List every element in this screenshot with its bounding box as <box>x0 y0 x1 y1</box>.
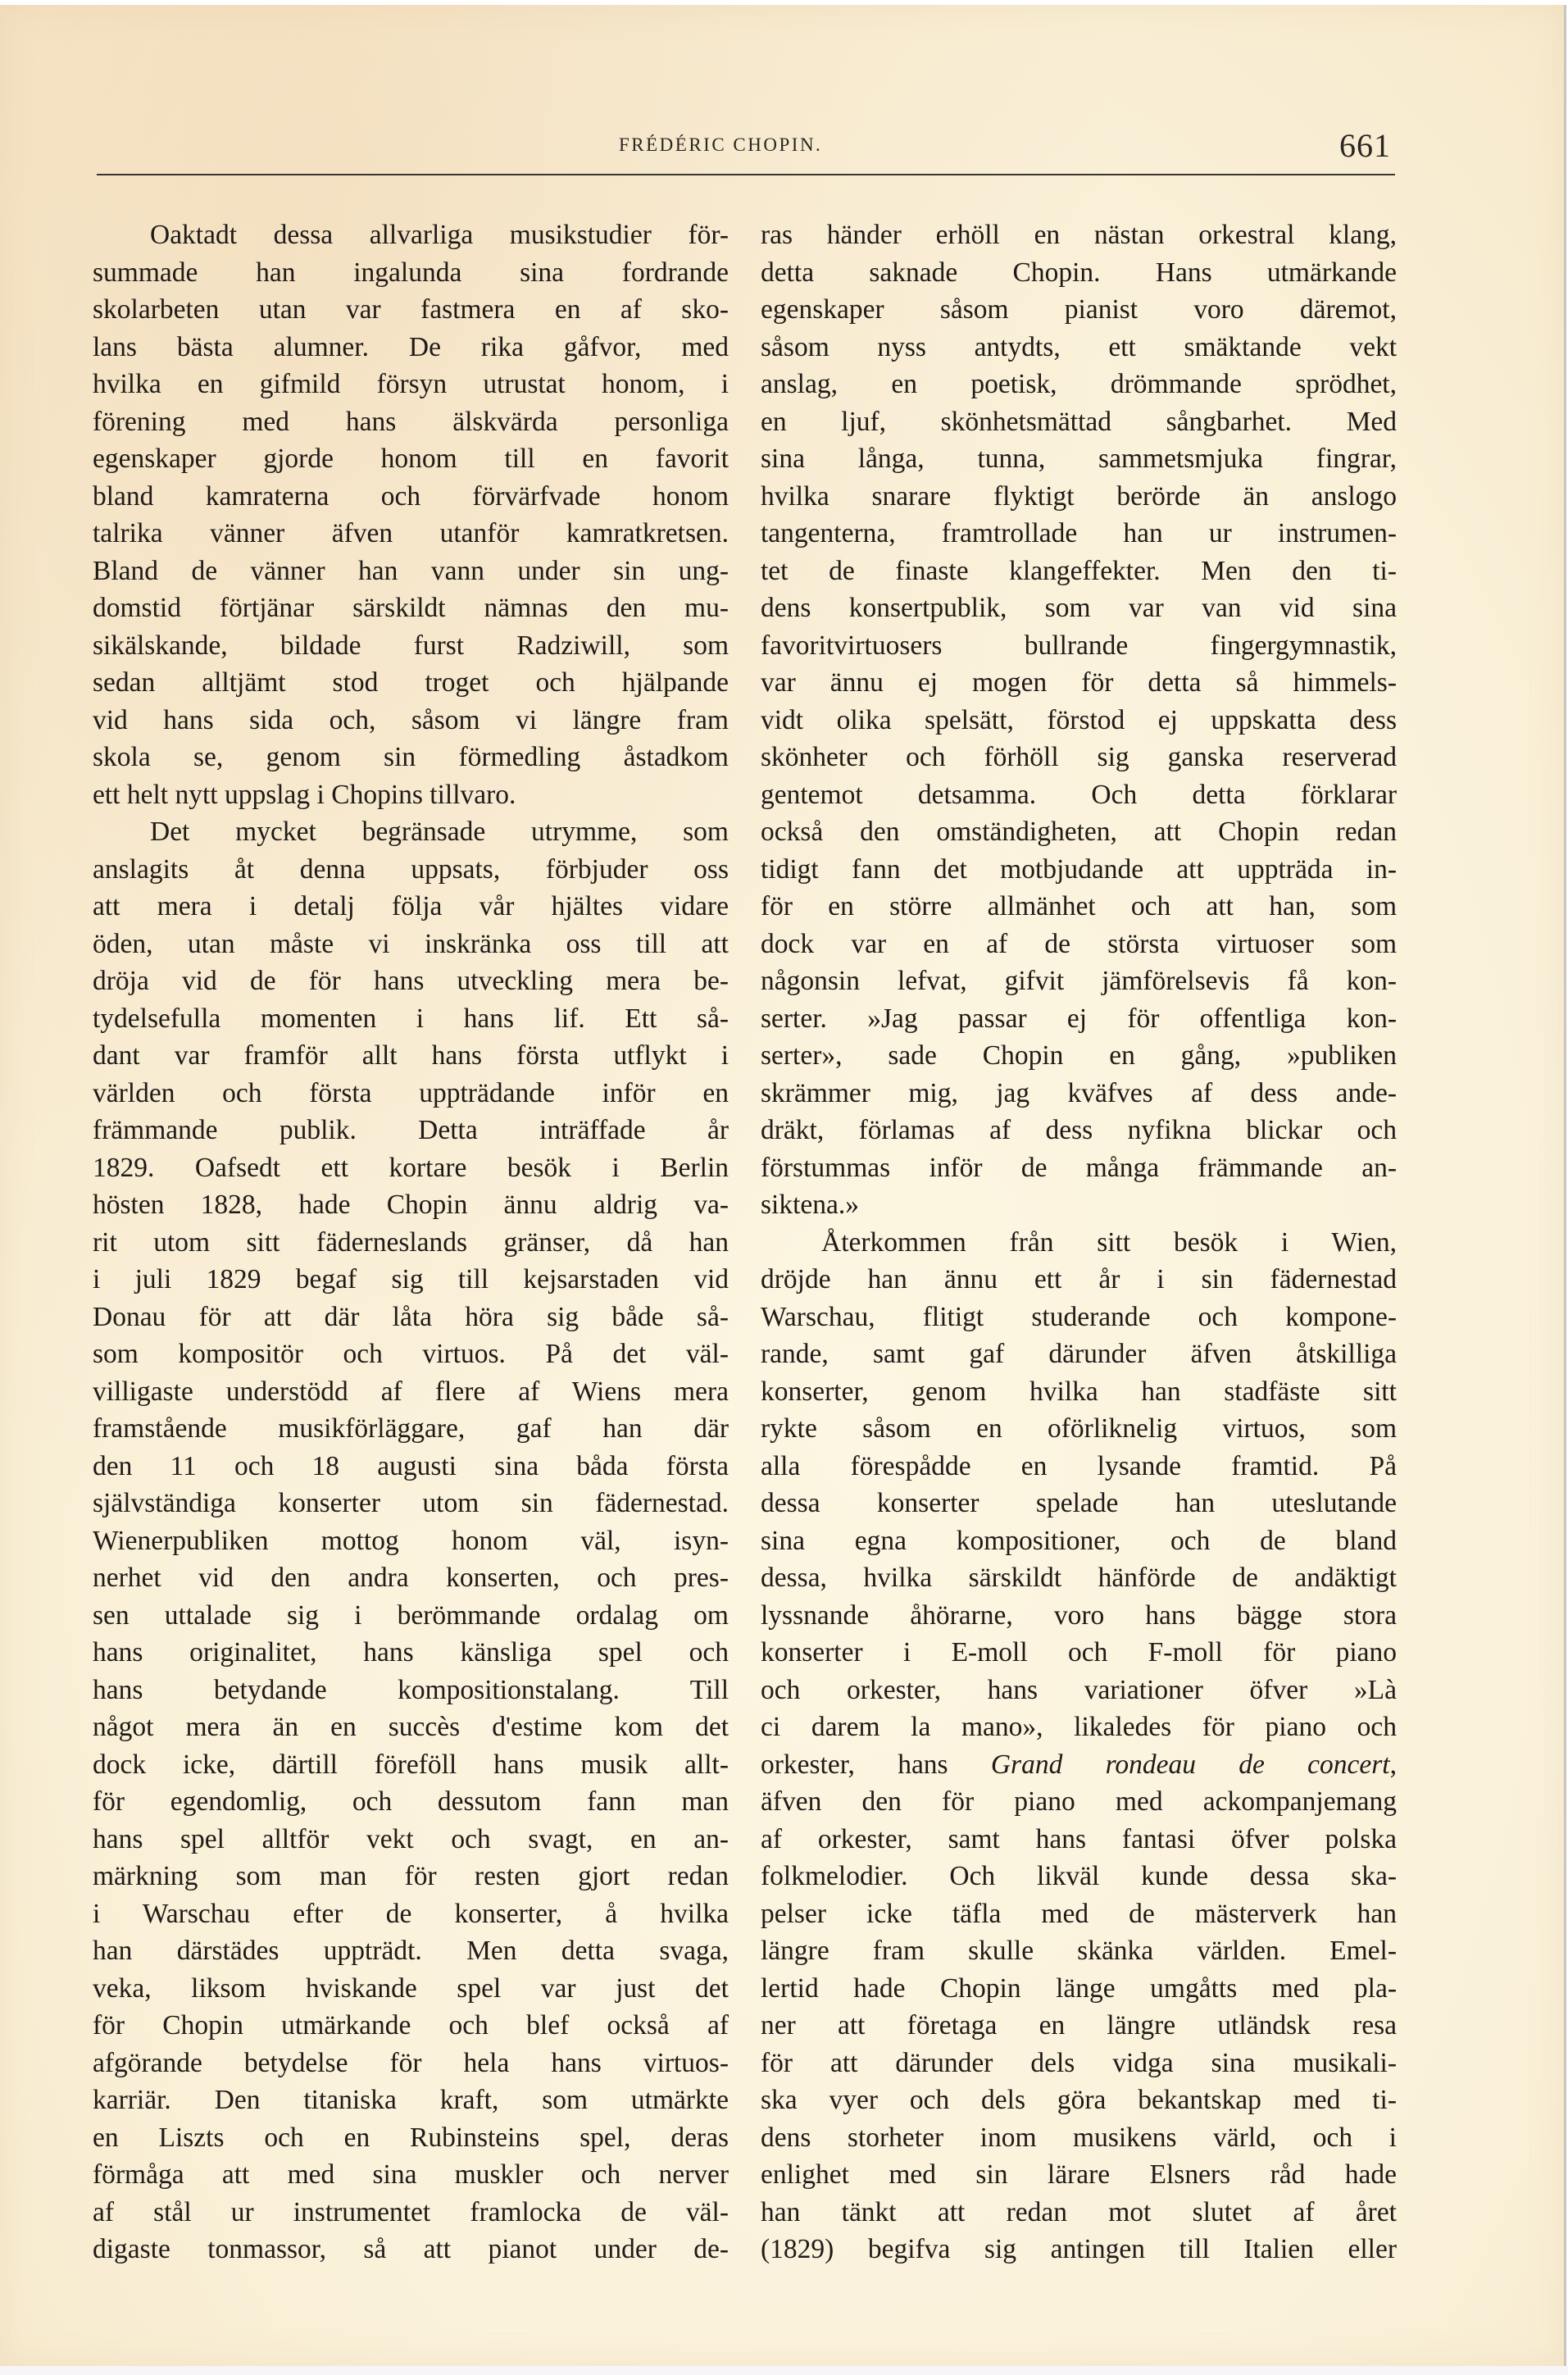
running-head <box>0 126 1564 164</box>
text-line: att mera i detalj följa vår hjältes vidare <box>93 891 729 921</box>
text-line: hösten 1828, hade Chopin ännu aldrig va- <box>93 1190 729 1220</box>
text-line: Återkommen från sitt besök i Wien, <box>821 1226 1397 1258</box>
text-line: dock icke, därtill föreföll hans musik allt- <box>93 1749 729 1780</box>
right-text-column <box>761 216 1397 2268</box>
text-line: skola se, genom sin förmedling åstadkom <box>93 742 729 772</box>
text-line: i Warschau efter de konserter, å hvilka <box>93 1898 729 1929</box>
book-page <box>0 5 1566 2366</box>
text-line: skrämmer mig, jag kväfves af dess ande- <box>761 1077 1397 1108</box>
text-line: var ännu ej mogen för detta så himmels- <box>761 667 1397 698</box>
text-line: för egendomlig, och dessutom fann man <box>93 1786 729 1817</box>
text-line: lans bästa alumner. De rika gåfvor, med <box>93 331 729 362</box>
text-line: tydelsefulla momenten i hans lif. Ett så- <box>93 1003 729 1034</box>
text-line: för att därunder dels vidga sina musikali- <box>761 2047 1397 2078</box>
text-line: hans spel alltför vekt och svagt, en an- <box>93 1823 729 1854</box>
text-line: favoritvirtuosers bullrande fingergymnastik, <box>761 630 1397 661</box>
text-line: enlighet med sin lärare Elsners råd hade <box>761 2159 1397 2190</box>
text-line: ett helt nytt uppslag i Chopins tillvaro. <box>93 779 516 810</box>
text-line: talrika vänner äfven utanför kamratkretsen. <box>93 518 729 548</box>
text-line: Donau för att där låta höra sig både så- <box>93 1301 729 1332</box>
text-line: en Liszts och en Rubinsteins spel, deras <box>93 2122 729 2153</box>
text-line: äfven den för piano med ackompanjemang <box>761 1786 1397 1817</box>
text-line: karriär. Den titaniska kraft, som utmärkte <box>93 2085 729 2115</box>
text-line: rykte såsom en oförliknelig virtuos, som <box>761 1413 1397 1444</box>
text-line: (1829) begifva sig antingen till Italien eller <box>761 2234 1397 2264</box>
text-line: orkester, hans Grand rondeau de concert, <box>761 1749 1397 1780</box>
italic-title: Grand rondeau de concert <box>990 1749 1390 1780</box>
text-line: dräkt, förlamas af dess nyfikna blickar och <box>761 1115 1397 1145</box>
text-line: folkmelodier. Och likväl kunde dessa ska- <box>761 1861 1397 1891</box>
left-text-column <box>93 216 729 2268</box>
text-line: domstid förtjänar särskildt nämnas den mu- <box>93 593 729 623</box>
text-line: någonsin lefvat, gifvit jämförelsevis få kon- <box>761 966 1397 996</box>
text-line: sina långa, tunna, sammetsmjuka fingrar, <box>761 444 1397 474</box>
text-line: konserter, genom hvilka han stadfäste sitt <box>761 1376 1397 1407</box>
text-line: dant var framför allt hans första utflykt i <box>93 1040 729 1071</box>
text-line: anslagits åt denna uppsats, förbjuder oss <box>93 853 729 885</box>
text-line: dock var en af de största virtuoser som <box>761 928 1397 959</box>
text-line: lyssnande åhörarne, voro hans bägge stora <box>761 1599 1397 1631</box>
text-line: ci darem la mano», likaledes för piano och <box>761 1712 1397 1742</box>
text-line: sen uttalade sig i berömmande ordalag om <box>93 1599 729 1631</box>
text-line: tet de finaste klangeffekter. Men den ti- <box>761 555 1397 586</box>
text-line: något mera än en succès d'estime kom det <box>93 1712 729 1742</box>
text-line: siktena.» <box>761 1190 860 1220</box>
text-line: Det mycket begränsade utrymme, som <box>150 817 729 847</box>
text-line: Warschau, flitigt studerande och kompone- <box>761 1301 1397 1332</box>
text-line: Wienerpubliken mottog honom väl, isyn- <box>93 1525 729 1556</box>
text-line: såsom nyss antydts, ett smäktande vekt <box>761 331 1397 362</box>
text-line: vidt olika spelsätt, förstod ej uppskatta dess <box>761 704 1397 735</box>
text-line: främmande publik. Detta inträffade år <box>93 1115 729 1145</box>
text-line: han tänkt att redan mot slutet af året <box>761 2196 1397 2227</box>
text-line: hans betydande kompositionstalang. Till <box>93 1674 729 1705</box>
text-line: veka, liksom hviskande spel var just det <box>93 1972 729 2004</box>
text-line: tidigt fann det motbjudande att uppträda in- <box>761 853 1397 885</box>
text-line: märkning som man för resten gjort redan <box>93 1861 729 1891</box>
text-line: tangenterna, framtrollade han ur instrumen- <box>761 518 1397 548</box>
text-line: anslag, en poetisk, drömmande sprödhet, <box>761 369 1397 399</box>
text-line: konserter i E-moll och F-moll för piano <box>761 1637 1397 1668</box>
text-line: egenskaper såsom pianist voro däremot, <box>761 294 1397 325</box>
text-line: för en större allmänhet och att han, som <box>761 891 1397 921</box>
text-line: självständiga konserter utom sin fädernestad. <box>93 1488 729 1518</box>
text-line: hvilka snarare flyktigt berörde än anslogo <box>761 480 1397 512</box>
text-line: han därstädes uppträdt. Men detta svaga, <box>93 1936 729 1966</box>
text-line: hans originalitet, hans känsliga spel och <box>93 1637 729 1668</box>
text-line: skönheter och förhöll sig ganska reserverad <box>761 742 1397 772</box>
text-line: gentemot detsamma. Och detta förklarar <box>761 779 1397 810</box>
text-line: sikälskande, bildade furst Radziwill, som <box>93 630 729 661</box>
text-line: dessa konserter spelade han uteslutande <box>761 1488 1397 1518</box>
text-line: af stål ur instrumentet framlocka de väl- <box>93 2196 729 2227</box>
text-line: dens konsertpublik, som var van vid sina <box>761 593 1397 623</box>
text-line: digaste tonmassor, så att pianot under de- <box>93 2234 729 2264</box>
text-line: summade han ingalunda sina fordrande <box>93 257 729 288</box>
text-line: vid hans sida och, såsom vi längre fram <box>93 704 729 735</box>
text-line: bland kamraterna och förvärfvade honom <box>93 480 729 512</box>
text-line: villigaste understödd af flere af Wiens mera <box>93 1376 729 1407</box>
text-line: serter. »Jag passar ej för offentliga kon- <box>761 1003 1397 1034</box>
page-number: 661 <box>1339 127 1391 164</box>
text-line: förstummas inför de många främmande an- <box>761 1152 1397 1183</box>
text-line: dröjde han ännu ett år i sin fädernestad <box>761 1264 1397 1294</box>
text-line: den 11 och 18 augusti sina båda första <box>93 1450 729 1481</box>
text-line: i juli 1829 begaf sig till kejsarstaden vid <box>93 1264 729 1294</box>
text-line: af orkester, samt hans fantasi öfver polska <box>761 1823 1397 1854</box>
text-line: pelser icke täfla med de mästerverk han <box>761 1898 1397 1929</box>
text-line: dessa, hvilka särskildt hänförde de andäktigt <box>761 1563 1397 1593</box>
text-line: som kompositör och virtuos. På det väl- <box>93 1339 729 1369</box>
text-line: ras händer erhöll en nästan orkestral klang, <box>761 220 1397 250</box>
text-line: hvilka en gifmild försyn utrustat honom, i <box>93 369 729 399</box>
text-line: skolarbeten utan var fastmera en af sko- <box>93 294 729 325</box>
text-line: framstående musikförläggare, gaf han där <box>93 1413 729 1444</box>
text-line: Bland de vänner han vann under sin ung- <box>93 555 729 586</box>
text-line: rande, samt gaf därunder äfven åtskilliga <box>761 1339 1397 1369</box>
text-line: lertid hade Chopin länge umgåtts med pla- <box>761 1972 1397 2004</box>
text-line: och orkester, hans variationer öfver »Là <box>761 1674 1397 1705</box>
text-line: en ljuf, skönhetsmättad sångbarhet. Med <box>761 406 1397 437</box>
text-line: dens storheter inom musikens värld, och i <box>761 2122 1397 2153</box>
text-line: sedan alltjämt stod troget och hjälpande <box>93 667 729 698</box>
text-line: ner att företaga en längre utländsk resa <box>761 2010 1397 2041</box>
text-line: för Chopin utmärkande och blef också af <box>93 2010 729 2041</box>
text-line: rit utom sitt fäderneslands gränser, då han <box>93 1226 729 1258</box>
text-line: öden, utan måste vi inskränka oss till att <box>93 928 729 959</box>
scan-bottom-margin <box>0 2366 1568 2375</box>
text-line: förening med hans älskvärda personliga <box>93 406 729 437</box>
text-line: 1829. Oafsedt ett kortare besök i Berlin <box>93 1152 729 1183</box>
running-title: FRÉDÉRIC CHOPIN. <box>619 134 823 155</box>
text-line: serter», sade Chopin en gång, »publiken <box>761 1040 1397 1071</box>
text-line: afgörande betydelse för hela hans virtuos- <box>93 2047 729 2078</box>
text-line: sina egna kompositioner, och de bland <box>761 1525 1397 1556</box>
text-line: förmåga att med sina muskler och nerver <box>93 2159 729 2190</box>
header-rule <box>97 174 1395 175</box>
text-line: alla förespådde en lysande framtid. På <box>761 1450 1397 1481</box>
text-line: nerhet vid den andra konserten, och pres- <box>93 1563 729 1593</box>
text-line: också den omständigheten, att Chopin redan <box>761 817 1397 847</box>
text-line: Oaktadt dessa allvarliga musikstudier för- <box>150 220 729 250</box>
text-line: ska vyer och dels göra bekantskap med ti- <box>761 2085 1397 2115</box>
text-line: dröja vid de för hans utveckling mera be- <box>93 966 729 996</box>
text-line: egenskaper gjorde honom till en favorit <box>93 444 729 474</box>
text-line: världen och första uppträdande inför en <box>93 1077 729 1108</box>
text-line: längre fram skulle skänka världen. Emel- <box>761 1936 1397 1966</box>
text-line: detta saknade Chopin. Hans utmärkande <box>761 257 1397 288</box>
